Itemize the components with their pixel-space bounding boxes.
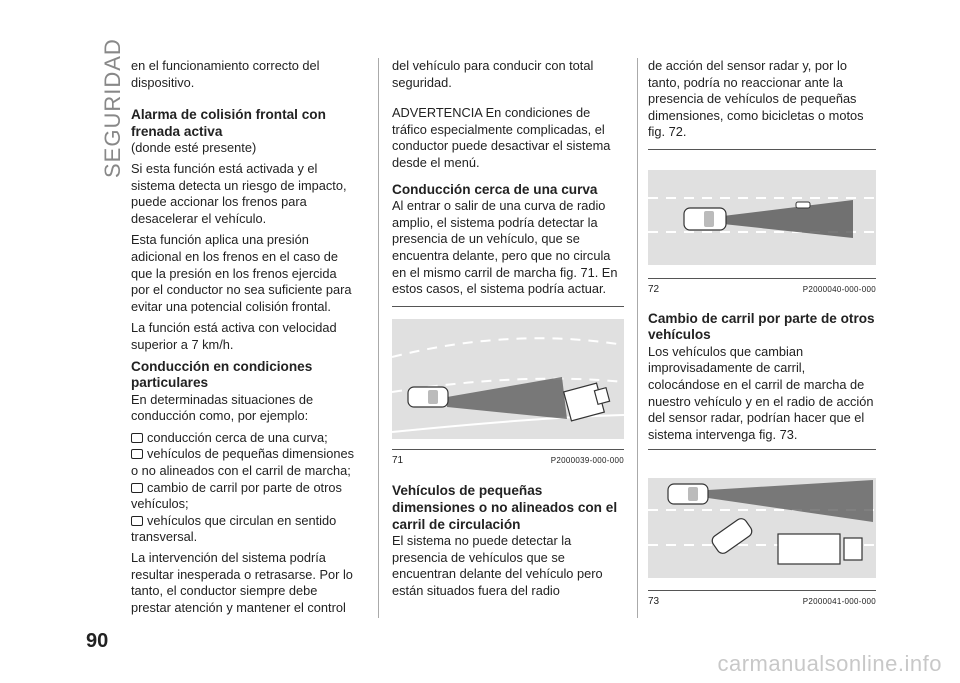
figure-caption (648, 282, 876, 299)
figure-number: 73 (648, 596, 660, 608)
list-item: conducción cerca de una curva; (131, 430, 356, 447)
continuation-text: del vehículo para conducir con total seguridad. (392, 58, 594, 90)
watermark: carmanualsonline.info (717, 651, 942, 676)
collision-alarm-paragraph-1: Si esta función está activada y el sistema detecta un riesgo de impacto, puede accionar los frenos para desacelerar el vehículo. (131, 160, 347, 226)
own-car-icon (684, 208, 726, 230)
own-car-icon (668, 484, 708, 504)
column-divider (637, 58, 638, 618)
checkbox-icon (131, 516, 143, 526)
column-divider (378, 58, 379, 618)
figure-bottom-rule (392, 449, 624, 450)
page-number: 90 (86, 630, 109, 652)
motorcycle-illustration (648, 150, 876, 278)
intro-text: en el funcionamiento correcto del dispositivo. (131, 58, 320, 90)
checkbox-icon (131, 433, 143, 443)
curve-paragraph: Al entrar o salir de una curva de radio amplio, el sistema podría detectar la presencia de un vehículo, que se encuentra delante, pero que no circula en el mismo carril de marcha fig. 71. En estos casos, el sistema podría actuar. (392, 198, 618, 297)
warning-text: ADVERTENCIA En condiciones de tráfico especialmente complicadas, el conductor puede desactivar el sistema desde el menú. (392, 105, 611, 170)
figure-number: 72 (648, 283, 660, 295)
heading-small-vehicles: Vehículos de pequeñas dimensiones o no alineados con el carril de circulación (392, 483, 618, 532)
heading-collision-alarm: Alarma de colisión frontal con frenada activa (131, 107, 326, 139)
own-car-icon (408, 387, 448, 407)
conditions-paragraph-2: La intervención del sistema podría resultar inesperada o retrasarse. Por lo tanto, el conductor siempre debe prestar atención y mantener el control (131, 550, 353, 615)
figure-number: 71 (392, 454, 404, 466)
figure-caption (392, 453, 624, 470)
checkbox-icon (131, 483, 143, 493)
lane-change-paragraph: Los vehículos que cambian improvisadamente de carril, colocándose en el carril de marcha de nuestro vehículo y en el radio de acción del sensor radar, podrían hacer que el sistema intervenga fig. 73. (648, 343, 874, 442)
curve-illustration (392, 307, 624, 449)
list-item: cambio de carril por parte de otros vehículos; (131, 479, 342, 512)
conditions-list (131, 430, 356, 546)
small-vehicles-paragraph: El sistema no puede detectar la presencia de vehículos que se encuentran delante del vehículo pero están situados fuera del radio (392, 533, 603, 598)
conditions-paragraph-1: En determinadas situaciones de conducción como, por ejemplo: (131, 391, 314, 424)
figure-73 (648, 449, 876, 611)
column-2 (392, 58, 624, 604)
figure-code: P2000040-000-000 (802, 284, 876, 294)
list-item: vehículos de pequeñas dimensiones o no alineados con el carril de marcha; (131, 446, 355, 479)
motorcycle-icon (796, 202, 810, 208)
section-title (80, 38, 125, 188)
heading-lane-change: Cambio de carril por parte de otros vehículos (648, 310, 875, 343)
section-title-text: SEGURIDAD (100, 38, 125, 178)
collision-alarm-paragraph-2: Esta función aplica una presión adicional en los frenos en el caso de que la presión en los frenos ejercida por el conductor no sea suficiente para evitar una potencial colisión frontal. (131, 232, 352, 314)
column-3 (648, 58, 876, 611)
heading-particular-conditions: Conducción en condiciones particulares (131, 358, 313, 391)
truck-icon (778, 534, 862, 564)
figure-code: P2000039-000-000 (550, 455, 624, 465)
lane-change-illustration (648, 450, 876, 590)
list-item: vehículos que circulan en sentido transversal. (131, 512, 337, 545)
figure-code: P2000041-000-000 (802, 597, 876, 607)
checkbox-icon (131, 449, 143, 459)
collision-alarm-paragraph-3: La función está activa con velocidad superior a 7 km/h. (131, 320, 337, 352)
figure-bottom-rule (648, 590, 876, 591)
continuation-text: de acción del sensor radar y, por lo tanto, podría no reaccionar ante la presencia de vehículos de pequeñas dimensiones, como bicicletas o motos fig. 72. (648, 58, 864, 140)
figure-caption (648, 594, 876, 611)
column-1 (131, 58, 356, 621)
figure-bottom-rule (648, 278, 876, 279)
figure-71 (392, 306, 624, 470)
collision-alarm-note: (donde esté presente) (131, 140, 257, 156)
heading-curve: Conducción cerca de una curva (392, 181, 598, 197)
figure-72 (648, 149, 876, 299)
